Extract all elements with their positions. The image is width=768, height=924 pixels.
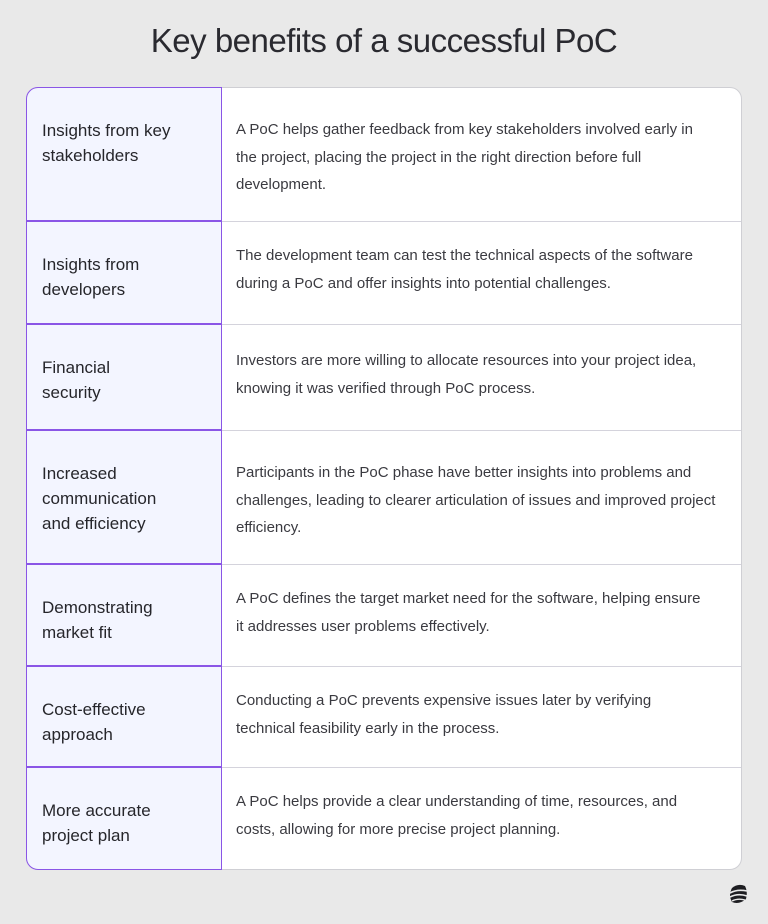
benefit-label-text: Demonstrating market fit — [42, 598, 153, 642]
benefits-table — [26, 87, 742, 870]
table-row — [27, 767, 741, 869]
benefit-description: The development team can test the technical aspects of the software during a PoC and offer insights into potential challenges. — [236, 247, 693, 292]
table-row — [27, 564, 741, 666]
brand-logo-icon — [727, 882, 749, 906]
table-row — [27, 221, 741, 324]
benefit-label — [26, 430, 222, 564]
page-title: Key benefits of a successful PoC — [150, 22, 618, 59]
benefit-description: A PoC helps provide a clear understanding of time, resources, and costs, allowing for more precise project planning. — [236, 793, 678, 838]
benefit-label — [26, 324, 222, 430]
table-row — [27, 430, 741, 564]
benefit-description: A PoC defines the target market need for the software, helping ensure it addresses user problems effectively. — [236, 590, 701, 635]
benefit-label-text: Insights from developers — [42, 255, 140, 299]
benefit-label — [26, 564, 222, 666]
table-row — [27, 666, 741, 767]
benefit-label — [26, 767, 222, 870]
benefit-label-text: Insights from key stakeholders — [42, 121, 171, 165]
benefit-description: Investors are more willing to allocate resources into your project idea, knowing it was verified through PoC process. — [236, 352, 697, 397]
benefit-label — [26, 221, 222, 324]
benefit-description: Participants in the PoC phase have better insights into problems and challenges, leading to clearer articulation of issues and improved project efficiency. — [236, 464, 716, 536]
table-row — [27, 324, 741, 430]
benefit-description: A PoC helps gather feedback from key stakeholders involved early in the project, placing the project in the right direction before full development. — [236, 121, 693, 193]
benefit-label-text: More accurate project plan — [42, 801, 151, 845]
benefit-label-text: Increased communication and efficiency — [42, 464, 157, 533]
benefit-label — [26, 87, 222, 221]
benefit-label-text: Financial security — [42, 358, 111, 402]
benefit-label-text: Cost-effective approach — [42, 700, 146, 744]
benefit-label — [26, 666, 222, 767]
table-row — [27, 88, 741, 221]
benefit-description: Conducting a PoC prevents expensive issues later by verifying technical feasibility early in the process. — [236, 692, 652, 737]
